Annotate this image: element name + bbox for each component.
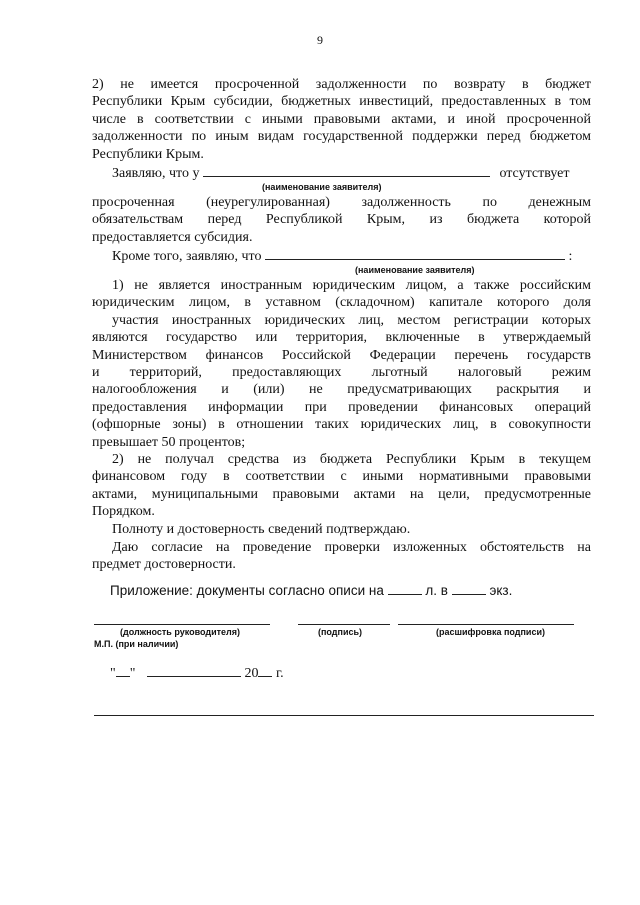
year-field[interactable] <box>258 664 272 677</box>
paragraph-not-foreign-entity <box>92 277 591 451</box>
declaration-suffix: отсутствует <box>499 166 570 181</box>
text-line: Министерством финансов Российской Федерации перечень государств <box>92 347 591 363</box>
text-line: числе в соответствии с иными правовыми актами, и иной просроченной <box>92 111 591 127</box>
bottom-rule <box>94 715 594 716</box>
attachment-suffix: экз. <box>489 583 513 598</box>
applicant-name-field[interactable] <box>203 164 490 177</box>
text-line: превышает 50 процентов; <box>92 434 246 450</box>
applicant-name-caption: (наименование заявителя) <box>355 265 475 275</box>
declaration-suffix: : <box>568 249 573 264</box>
month-field[interactable] <box>147 664 241 677</box>
consent-paragraph <box>92 539 591 574</box>
text-line: предоставляется субсидия. <box>92 229 253 245</box>
paragraph-debt-obligations <box>92 194 591 246</box>
date-line <box>110 664 410 682</box>
text-line: предоставления информации при проведении финансовых операций <box>92 399 591 415</box>
attachment-prefix: Приложение: документы согласно описи на <box>110 583 384 598</box>
declaration-prefix: Кроме того, заявляю, что <box>112 249 262 264</box>
page-number: 9 <box>317 33 323 47</box>
position-signature-line[interactable] <box>94 624 270 625</box>
text-line: предмет достоверности. <box>92 557 236 573</box>
sign-caption: (подпись) <box>318 627 363 637</box>
paragraph-no-funds-received <box>92 451 591 521</box>
day-field[interactable] <box>116 664 130 677</box>
text-line: актами, муниципальными правовыми актами на цели, предусмотренные <box>92 486 591 502</box>
text-line: являются государство или территория, включенные в утверждаемый <box>92 330 591 346</box>
date-quote-close: " <box>129 666 136 681</box>
text-line: обязательствам перед Республикой Крым, из бюджета которой <box>92 212 591 228</box>
applicant-name-field[interactable] <box>265 247 565 260</box>
paragraph-no-debt <box>92 76 591 163</box>
confirmation-text: Полноту и достоверность сведений подтверждаю. <box>112 522 411 537</box>
text-line: участия иностранных юридических лиц, местом регистрации которых <box>112 312 591 328</box>
decode-signature-line[interactable] <box>398 624 574 625</box>
attachment-line <box>92 582 591 599</box>
declaration-prefix: Заявляю, что у <box>112 166 200 181</box>
year-prefix: 20 <box>244 666 259 681</box>
text-line: (офшорные зоны) в отношении таких юридических лиц, в совокупности <box>92 417 591 433</box>
declaration-line-1 <box>92 164 591 182</box>
text-line: Порядком. <box>92 504 155 520</box>
text-line: финансовом году в соответствии с иными нормативными правовыми <box>92 469 591 485</box>
position-caption: (должность руководителя) <box>120 627 241 637</box>
text-line: Республики Крым субсидии, бюджетных инвестиций, предоставленных в том <box>92 94 591 110</box>
sign-signature-line[interactable] <box>298 624 390 625</box>
copies-count-field[interactable] <box>452 582 486 595</box>
text-line: 1) не является иностранным юридическим лицом, а также российским <box>112 278 591 293</box>
text-line: Даю согласие на проведение проверки изложенных обстоятельств на <box>112 540 591 555</box>
confirmation-line <box>92 521 591 538</box>
text-line: просроченная (неурегулированная) задолженность по денежным <box>92 195 591 210</box>
text-line: налогообложения и (или) не предусматривающих раскрытия и <box>92 382 591 398</box>
date-quote-open: " <box>110 666 116 681</box>
stamp-caption: М.П. (при наличии) <box>94 639 179 649</box>
applicant-name-caption: (наименование заявителя) <box>262 182 382 192</box>
pages-count-field[interactable] <box>388 582 422 595</box>
attachment-mid: л. в <box>425 583 448 598</box>
text-line: Республики Крым. <box>92 146 204 162</box>
text-line: задолженности по иным видам государственной поддержки перед бюджетом <box>92 129 591 145</box>
declaration-line-2 <box>92 247 591 265</box>
text-line: и территорий, предоставляющих льготный налоговый режим <box>92 365 591 381</box>
text-line: 2) не имеется просроченной задолженности по возврату в бюджет <box>92 77 591 92</box>
decode-caption: (расшифровка подписи) <box>436 627 545 637</box>
date-suffix: г. <box>275 666 284 681</box>
text-line: 2) не получал средства из бюджета Республики Крым в текущем <box>112 452 591 467</box>
text-line: юридическим лицом, в уставном (складочном) капитале которого доля <box>92 295 591 311</box>
